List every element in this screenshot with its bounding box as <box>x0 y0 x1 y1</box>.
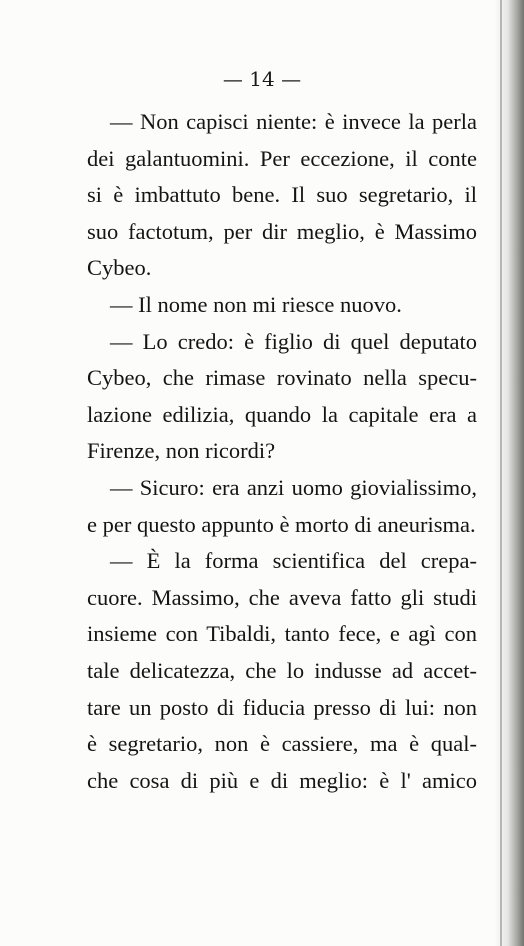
page-edge-shadow <box>494 0 524 946</box>
text-line: dei galantuomini. Per eccezione, il conte <box>87 145 477 171</box>
text-line: Firenze, non ricordi? <box>87 438 276 464</box>
page-number: — 14 — <box>222 67 302 91</box>
text-line: — Il nome non mi riesce nuovo. <box>110 291 402 317</box>
text-line: lazione edilizia, quando la capitale era a <box>87 401 477 427</box>
text-line: e per questo appunto è morto di aneurisma. <box>87 511 476 537</box>
text-line: Cybeo. <box>87 255 152 281</box>
text-line: suo factotum, per dir meglio, è Massimo <box>87 218 477 244</box>
text-line: tare un posto di fiducia presso di lui: non <box>87 694 477 720</box>
text-line: insieme con Tibaldi, tanto fece, e agì con <box>87 621 477 647</box>
text-line: — Non capisci niente: è invece la perla <box>110 109 477 134</box>
text-line: — Lo credo: è figlio di quel deputato <box>110 328 477 354</box>
text-line: tale delicatezza, che lo indusse ad accet- <box>87 657 477 683</box>
text-line: si è imbattuto bene. Il suo segretario, il <box>87 182 477 208</box>
body-text <box>87 104 477 799</box>
text-line: è segretario, non è cassiere, ma è qual- <box>87 731 477 757</box>
text-line: — È la forma scientifica del crepa- <box>110 548 477 574</box>
text-line: Cybeo, che rimase rovinato nella specu- <box>87 365 477 391</box>
text-line: — Sicuro: era anzi uomo giovialissimo, <box>110 474 477 500</box>
text-line: che cosa di più e di meglio: è l' amico <box>87 767 477 793</box>
page-edge-line <box>500 0 502 946</box>
text-line: cuore. Massimo, che aveva fatto gli studi <box>87 584 477 610</box>
